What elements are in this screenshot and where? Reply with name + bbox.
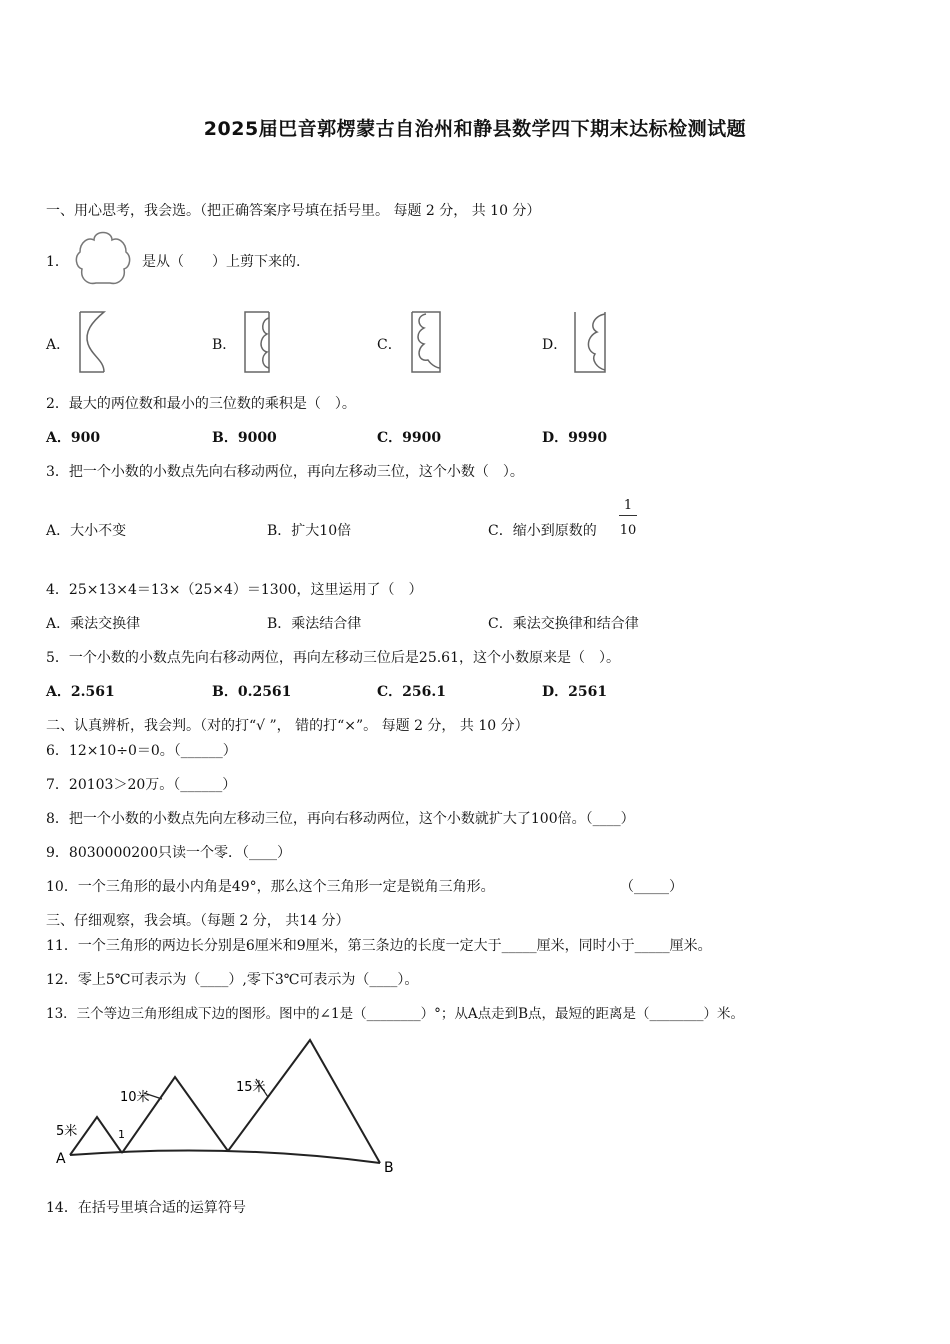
small-triangle [70, 1117, 122, 1155]
q13-text: 13．三个等边三角形组成下边的图形。图中的∠1是（________）°；从A点走到B点，最短的距离是（________）米。 [46, 1006, 744, 1022]
label-angle-1: 1 [118, 1128, 125, 1141]
folded-paper-a-icon [74, 310, 110, 374]
q1-option-a: A． [46, 337, 71, 353]
q1-number: 1． [46, 254, 69, 270]
folded-paper-d-icon [571, 310, 611, 374]
q4-text: 4．25×13×4＝13×（25×4）＝1300，这里运用了（ ） [46, 582, 423, 598]
label-point-b: B [384, 1160, 394, 1176]
q4-option-b: B．乘法结合律 [267, 616, 362, 632]
q5-option-a: A．2.561 [46, 684, 115, 700]
q1-option-c: C． [377, 337, 402, 353]
q2-option-b: B．9000 [212, 430, 277, 446]
q3-option-a: A．大小不变 [46, 523, 127, 539]
label-15m: 15米 [236, 1080, 266, 1095]
q5-option-c: C．256.1 [377, 684, 446, 700]
q7-text: 7．20103＞20万。（______） [46, 777, 237, 793]
q1-text: 是从（ ）上剪下来的. [142, 254, 301, 270]
label-point-a: A [56, 1151, 66, 1167]
q1-option-d: D． [542, 337, 568, 353]
q2-option-d: D．9990 [542, 430, 608, 446]
q2-text: 2．最大的两位数和最小的三位数的乘积是（ ）。 [46, 396, 356, 412]
trefoil-shape-icon [74, 225, 132, 287]
fraction-denominator: 10 [619, 523, 637, 538]
q11-text: 11．一个三角形的两边长分别是6厘米和9厘米，第三条边的长度一定大于_____厘米，同时小于_____厘米。 [46, 938, 712, 954]
page-title: 2025届巴音郭楞蒙古自治州和静县数学四下期末达标检测试题 [203, 118, 747, 140]
q8-text: 8．把一个小数的小数点先向左移动三位，再向右移动两位，这个小数就扩大了100倍。（____） [46, 811, 635, 827]
label-10m: 10米 [120, 1090, 150, 1105]
q4-option-c: C．乘法交换律和结合律 [488, 616, 639, 632]
q4-option-a: A．乘法交换律 [46, 616, 141, 632]
label-5m: 5米 [56, 1124, 78, 1139]
q10-answer-blank[interactable]: （_____） [620, 879, 683, 895]
q2-option-c: C．9900 [377, 430, 442, 446]
q14-text: 14．在括号里填合适的运算符号 [46, 1200, 246, 1216]
section-1-heading: 一、用心思考，我会选。（把正确答案序号填在括号里。 每题 2 分， 共 10 分） [46, 203, 541, 219]
q3-text: 3．把一个小数的小数点先向右移动两位，再向左移动三位，这个小数（ ）。 [46, 464, 524, 480]
fraction-bar [619, 515, 637, 516]
q5-option-d: D．2561 [542, 684, 608, 700]
folded-paper-b-icon [239, 310, 275, 374]
medium-triangle [122, 1077, 228, 1153]
q5-text: 5．一个小数的小数点先向右移动两位，再向左移动三位后是25.61，这个小数原来是（ ）。 [46, 650, 620, 666]
folded-paper-c-icon [406, 310, 446, 374]
baseline-curve [70, 1151, 380, 1164]
q6-text: 6．12×10÷0＝0。（______） [46, 743, 237, 759]
section-3-heading: 三、仔细观察，我会填。（每题 2 分， 共14 分） [46, 913, 350, 929]
three-triangles-figure [50, 1035, 410, 1180]
q10-text: 10．一个三角形的最小内角是49°，那么这个三角形一定是锐角三角形。 [46, 879, 495, 895]
q5-option-b: B．0.2561 [212, 684, 292, 700]
large-triangle [228, 1040, 380, 1163]
q2-option-a: A．900 [46, 430, 101, 446]
q9-text: 9．8030000200只读一个零．（____） [46, 845, 291, 861]
q12-text: 12．零上5℃可表示为（____）,零下3℃可表示为（____）。 [46, 972, 419, 988]
q3-option-b: B．扩大10倍 [267, 523, 352, 539]
q1-option-b: B． [212, 337, 237, 353]
section-2-heading: 二、认真辨析，我会判。（对的打“√ ”， 错的打“×”。 每题 2 分， 共 10 分） [46, 718, 529, 734]
fraction-numerator: 1 [623, 498, 633, 513]
q3-option-c: C．缩小到原数的 [488, 523, 597, 539]
